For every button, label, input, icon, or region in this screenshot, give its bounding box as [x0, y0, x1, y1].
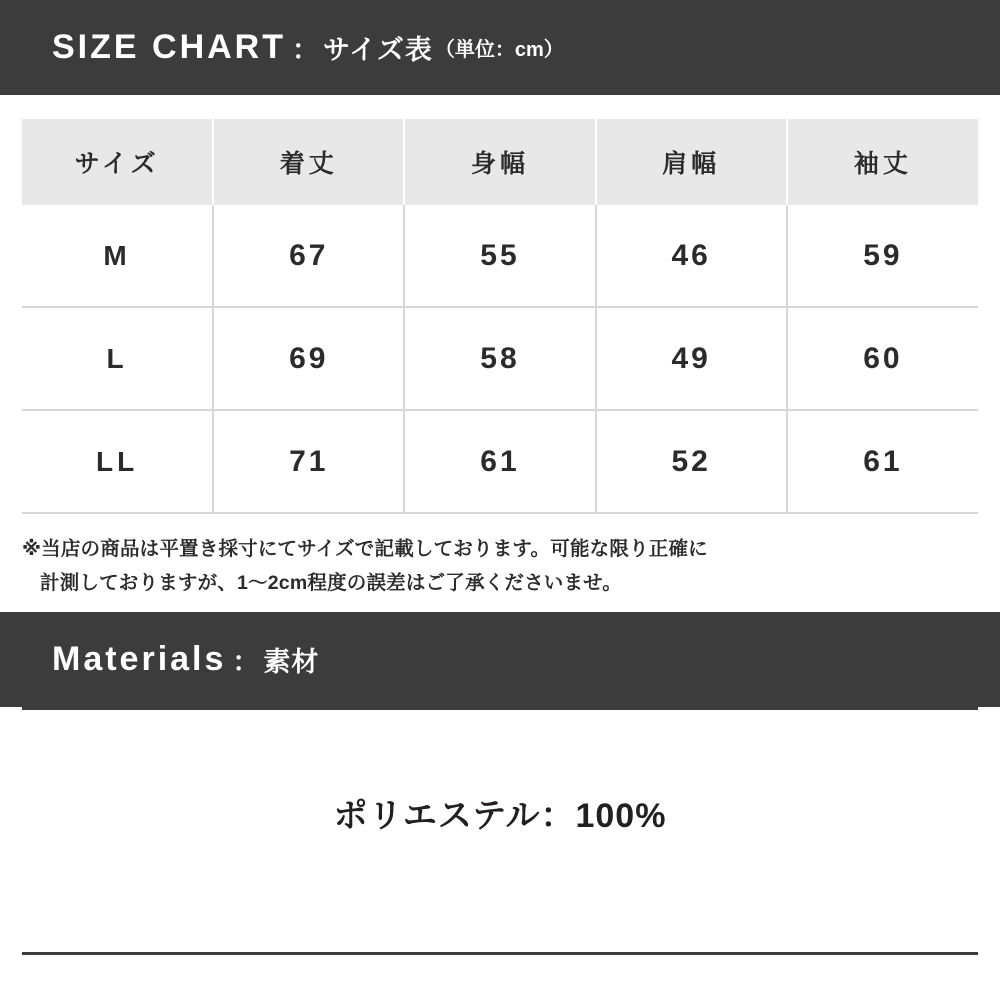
- measurement-note-line1: ※当店の商品は平置き採寸にてサイズで記載しております。可能な限り正確に: [22, 538, 708, 560]
- cell-ll-shoulder: 52: [596, 410, 787, 513]
- measurement-note: [0, 514, 1000, 600]
- cell-l-width: 58: [404, 307, 595, 410]
- section-spacer: [0, 600, 1000, 612]
- column-header-shoulder: 肩幅: [596, 119, 787, 205]
- table-row: [22, 410, 978, 513]
- cell-size-ll: LL: [22, 410, 213, 513]
- materials-bottom-rule-wrapper: [0, 952, 1000, 955]
- cell-l-sleeve: 60: [787, 307, 978, 410]
- cell-size-l: L: [22, 307, 213, 410]
- size-table-wrapper: [0, 95, 1000, 514]
- measurement-note-line2: 計測しておりますが、1〜2cm程度の誤差はご了承くださいませ。: [40, 572, 622, 595]
- column-header-length: 着丈: [213, 119, 404, 205]
- column-header-sleeve: 袖丈: [787, 119, 978, 205]
- cell-l-shoulder: 49: [596, 307, 787, 410]
- size-chart-banner: [0, 0, 1000, 95]
- table-row: [22, 307, 978, 410]
- cell-m-width: 55: [404, 205, 595, 307]
- size-chart-title-colon: ：: [292, 35, 319, 65]
- materials-body: [0, 707, 1000, 977]
- size-chart-unit-note: （単位：cm）: [434, 39, 564, 61]
- cell-size-m: M: [22, 205, 213, 307]
- cell-ll-length: 71: [213, 410, 404, 513]
- material-composition-value: ポリエステル：100%: [333, 797, 667, 836]
- size-chart-title-en: SIZE CHART: [52, 28, 286, 66]
- column-header-size: サイズ: [22, 119, 213, 205]
- materials-bottom-rule: [22, 952, 978, 955]
- materials-title-colon: ：: [232, 647, 260, 678]
- cell-ll-sleeve: 61: [787, 410, 978, 513]
- materials-title-jp: 素材: [263, 647, 320, 678]
- cell-l-length: 69: [213, 307, 404, 410]
- size-table: [22, 119, 978, 514]
- size-chart-title-jp: サイズ表: [323, 35, 433, 65]
- size-table-head: [22, 119, 978, 205]
- materials-title-en: Materials: [52, 640, 227, 679]
- materials-banner: [0, 612, 1000, 707]
- table-header-row: [22, 119, 978, 205]
- table-row: [22, 205, 978, 307]
- cell-ll-width: 61: [404, 410, 595, 513]
- cell-m-length: 67: [213, 205, 404, 307]
- cell-m-sleeve: 59: [787, 205, 978, 307]
- size-table-body: [22, 205, 978, 513]
- cell-m-shoulder: 46: [596, 205, 787, 307]
- column-header-width: 身幅: [404, 119, 595, 205]
